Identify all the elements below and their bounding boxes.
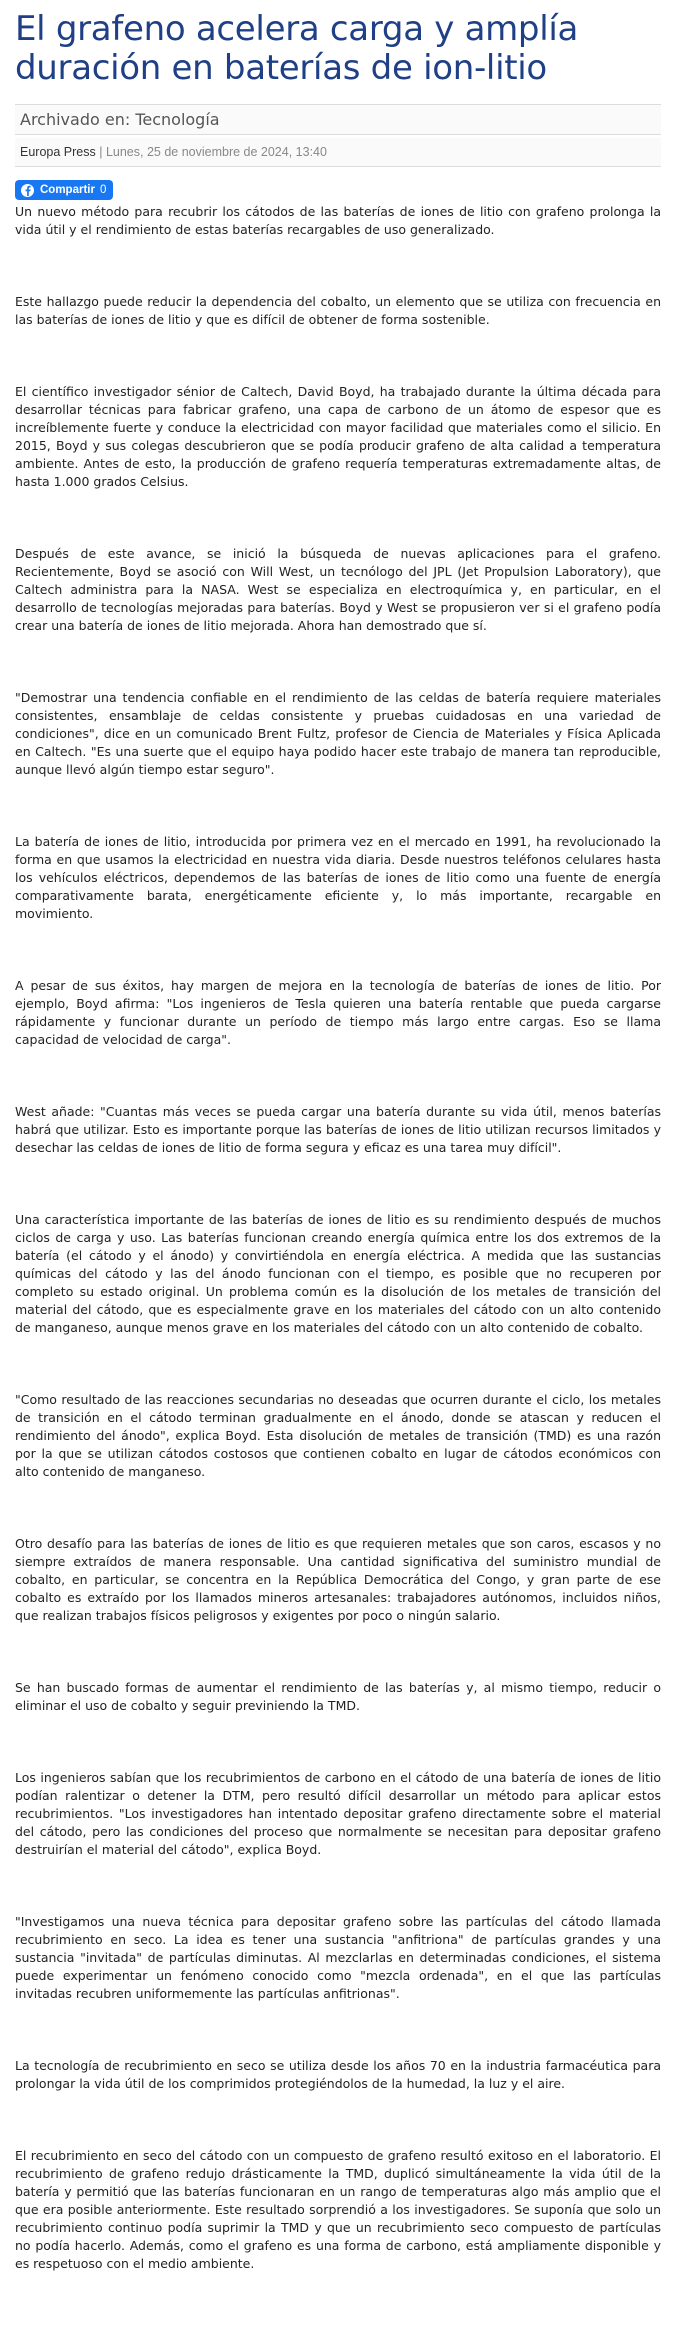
paragraph: Se han buscado formas de aumentar el rendimiento de las baterías y, al mismo tiempo, reducir o eliminar el uso de cobalto y seguir previniendo la TMD. bbox=[15, 1679, 661, 1713]
filed-under-label: Archivado en: Tecnología bbox=[20, 110, 220, 129]
paragraph: "Como resultado de las reacciones secundarias no deseadas que ocurren durante el ciclo, los metales de transición en el cátodo terminan gradualmente en el ánodo, donde se atascan y reducen el rendimiento del ánodo", explica Boyd. Esta disolución de metales de transición (TMD) es una razón por la que se utilizan cátodos costosos que contienen cobalto en lugar de cátodos económicos con alto contenido de manganeso. bbox=[15, 1391, 661, 1479]
paragraph: Después de este avance, se inició la búsqueda de nuevas aplicaciones para el grafeno. Recientemente, Boyd se asoció con Will West, un tecnólogo del JPL (Jet Propulsion Laboratory), que Caltech administra para la NASA. West se especializa en electroquímica y, en particular, en el desarrollo de tecnologías mejoradas para baterías. Boyd y West se propusieron ver si el grafeno podía crear una batería de iones de litio mejorada. Ahora han demostrado que sí. bbox=[15, 545, 661, 633]
paragraph: Un nuevo método para recubrir los cátodos de las baterías de iones de litio con grafeno prolonga la vida útil y el rendimiento de estas baterías recargables de uso generalizado. bbox=[15, 203, 661, 237]
meta-separator: | bbox=[95, 145, 106, 159]
article-meta bbox=[15, 138, 661, 167]
facebook-icon bbox=[21, 184, 34, 197]
share-count: 0 bbox=[99, 184, 107, 196]
article-body bbox=[15, 203, 661, 2273]
paragraph: Los ingenieros sabían que los recubrimientos de carbono en el cátodo de una batería de iones de litio podían ralentizar o detener la DTM, pero resultó difícil desarrollar un método para aplicar estos recubrimientos. "Los investigadores han intentado depositar grafeno directamente sobre el material del cátodo, pero las condiciones del proceso que normalmente se necesitan para depositar grafeno destruirían el material del cátodo", explica Boyd. bbox=[15, 1769, 661, 1857]
filed-under-category[interactable] bbox=[15, 104, 661, 135]
article-source: Europa Press bbox=[20, 145, 96, 159]
paragraph: Este hallazgo puede reducir la dependencia del cobalto, un elemento que se utiliza con frecuencia en las baterías de iones de litio y que es difícil de obtener de forma sostenible. bbox=[15, 293, 661, 327]
paragraph: El científico investigador sénior de Caltech, David Boyd, ha trabajado durante la última década para desarrollar técnicas para fabricar grafeno, una capa de carbono de un átomo de espesor que es increíblemente fuerte y conduce la electricidad con mayor facilidad que materiales como el silicio. En 2015, Boyd y sus colegas descubrieron que se podía producir grafeno de alta calidad a temperatura ambiente. Antes de esto, la producción de grafeno requería temperaturas extremadamente altas, de hasta 1.000 grados Celsius. bbox=[15, 383, 661, 489]
paragraph: Una característica importante de las baterías de iones de litio es su rendimiento después de muchos ciclos de carga y uso. Las baterías funcionan creando energía química entre los dos extremos de la batería (el cátodo y el ánodo) y convirtiéndola en energía eléctrica. A medida que las sustancias químicas del cátodo y las del ánodo funcionan con el tiempo, es posible que no recuperen por completo su estado original. Un problema común es la disolución de los metales de transición del material del cátodo, que es especialmente grave en los materiales del cátodo con un alto contenido de manganeso, aunque menos grave en los materiales del cátodo con un alto contenido de cobalto. bbox=[15, 1211, 661, 1335]
article-container bbox=[15, 0, 661, 2327]
article-title: El grafeno acelera carga y amplía duración en baterías de ion-litio bbox=[15, 9, 579, 88]
paragraph: A pesar de sus éxitos, hay margen de mejora en la tecnología de baterías de iones de litio. Por ejemplo, Boyd afirma: "Los ingenieros de Tesla quieren una batería rentable que pueda cargarse rápidamente y funcionar durante un período de tiempo más largo entre cargas. Eso se llama capacidad de velocidad de carga". bbox=[15, 977, 661, 1047]
facebook-share-button[interactable] bbox=[15, 180, 113, 200]
paragraph: Otro desafío para las baterías de iones de litio es que requieren metales que son caros, escasos y no siempre extraídos de manera responsable. Una cantidad significativa del suministro mundial de cobalto, en particular, se concentra en la República Democrática del Congo, y gran parte de ese cobalto es extraído por los llamados mineros artesanales: trabajadores autónomos, incluidos niños, que realizan trabajos físicos peligrosos y exigentes por poco o ningún salario. bbox=[15, 1535, 661, 1623]
article-date: Lunes, 25 de noviembre de 2024, 13:40 bbox=[105, 145, 327, 159]
share-label: Compartir bbox=[40, 184, 95, 196]
paragraph: "Investigamos una nueva técnica para depositar grafeno sobre las partículas del cátodo llamada recubrimiento en seco. La idea es tener una sustancia "anfitriona" de partículas grandes y una sustancia "invitada" de partículas diminutas. Al mezclarlas en determinadas condiciones, el sistema puede experimentar un fenómeno conocido como "mezcla ordenada", en el que las partículas invitadas recubren uniformemente las partículas anfitrionas". bbox=[15, 1913, 661, 2001]
paragraph: La tecnología de recubrimiento en seco se utiliza desde los años 70 en la industria farmacéutica para prolongar la vida útil de los comprimidos protegiéndolos de la humedad, la luz y el aire. bbox=[15, 2057, 661, 2091]
paragraph: El recubrimiento en seco del cátodo con un compuesto de grafeno resultó exitoso en el laboratorio. El recubrimiento de grafeno redujo drásticamente la TMD, duplicó simultáneamente la vida útil de la batería y permitió que las baterías funcionaran en un rango de temperaturas algo más amplio que el que era posible anteriormente. Este resultado sorprendió a los investigadores. Se suponía que solo un recubrimiento continuo podía suprimir la TMD y que un recubrimiento seco compuesto de partículas no podía hacerlo. Además, como el grafeno es una forma de carbono, está ampliamente disponible y es respetuoso con el medio ambiente. bbox=[15, 2147, 661, 2271]
paragraph: "Demostrar una tendencia confiable en el rendimiento de las celdas de batería requiere materiales consistentes, ensamblaje de celdas consistente y pruebas cuidadosas en una variedad de condiciones", dice en un comunicado Brent Fultz, profesor de Ciencia de Materiales y Física Aplicada en Caltech. "Es una suerte que el equipo haya podido hacer este trabajo de manera tan reproducible, aunque llevó algún tiempo estar seguro". bbox=[15, 689, 661, 777]
paragraph: La batería de iones de litio, introducida por primera vez en el mercado en 1991, ha revolucionado la forma en que usamos la electricidad en nuestra vida diaria. Desde nuestros teléfonos celulares hasta los vehículos eléctricos, dependemos de las baterías de iones de litio como una fuente de energía comparativamente barata, energéticamente eficiente y, lo más importante, recargable en movimiento. bbox=[15, 833, 661, 921]
paragraph: West añade: "Cuantas más veces se pueda cargar una batería durante su vida útil, menos baterías habrá que utilizar. Esto es importante porque las baterías de iones de litio utilizan recursos limitados y desechar las celdas de iones de litio de forma segura y eficaz es una tarea muy difícil". bbox=[15, 1103, 661, 1155]
